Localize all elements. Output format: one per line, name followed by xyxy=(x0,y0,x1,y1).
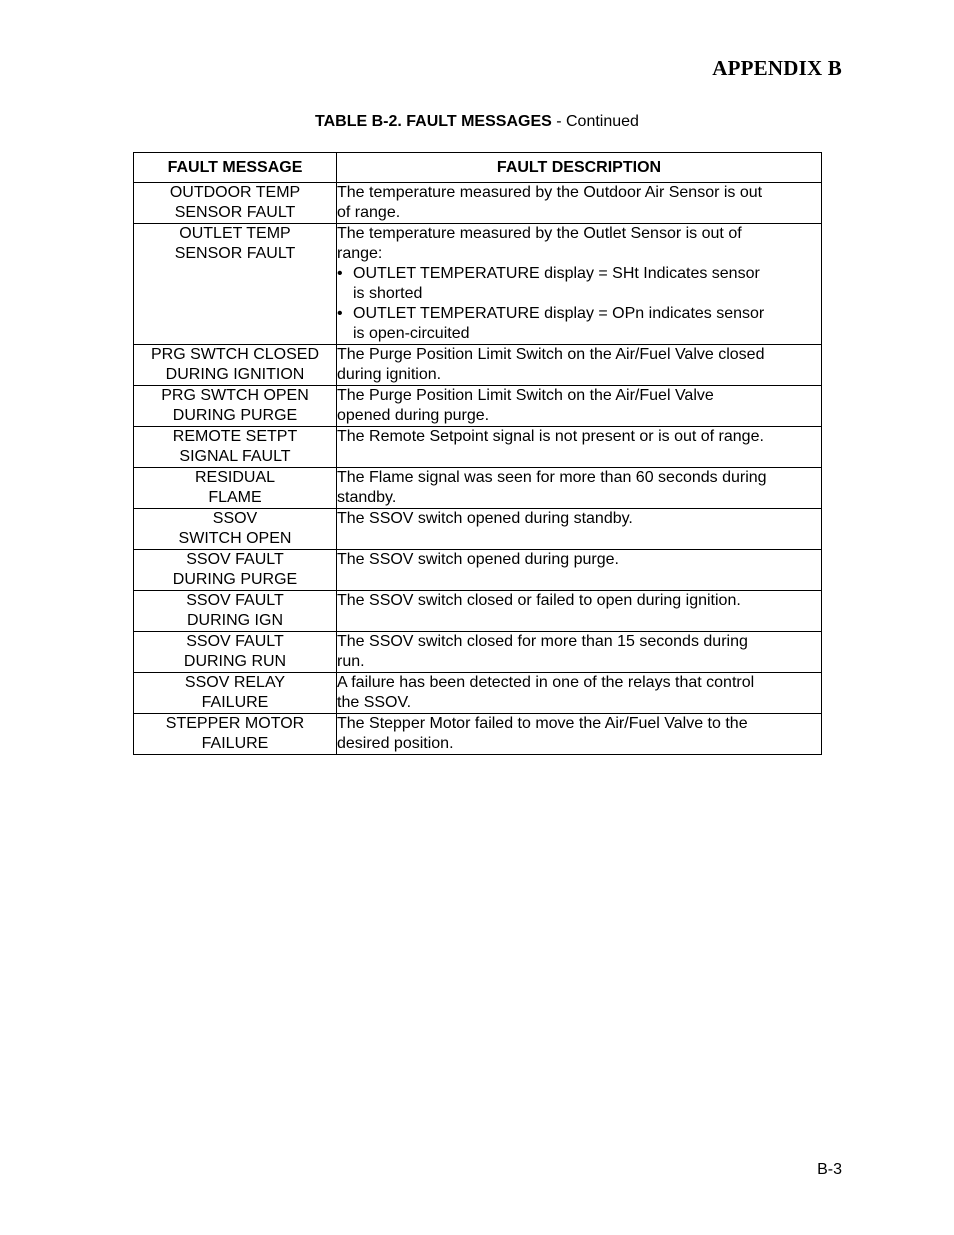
table-row xyxy=(134,468,822,509)
table-caption-title: TABLE B-2. FAULT MESSAGES xyxy=(315,113,552,130)
fault-message-line: SIGNAL FAULT xyxy=(179,448,291,465)
fault-message-line: FAILURE xyxy=(201,735,269,752)
fault-message-line: SSOV xyxy=(212,510,258,527)
fault-description-line: The SSOV switch opened during standby. xyxy=(337,510,633,527)
fault-description-cell xyxy=(337,673,822,714)
bullet-icon: • xyxy=(337,265,343,282)
table-row xyxy=(134,183,822,224)
fault-description-line: of range. xyxy=(337,204,401,221)
fault-message-cell xyxy=(134,386,337,427)
fault-message-cell xyxy=(134,224,337,345)
table-row xyxy=(134,714,822,755)
fault-description-line: The Purge Position Limit Switch on the Air/Fuel Valve closed xyxy=(337,346,765,363)
fault-message-line: STEPPER MOTOR xyxy=(165,715,305,732)
fault-message-cell xyxy=(134,591,337,632)
fault-description-line: run. xyxy=(337,653,365,670)
fault-description-cell xyxy=(337,224,822,345)
bullet-icon: • xyxy=(337,305,343,322)
fault-message-line: FLAME xyxy=(208,489,262,506)
fault-message-cell xyxy=(134,427,337,468)
fault-description-line: range: xyxy=(337,245,383,262)
fault-description-line: desired position. xyxy=(337,735,454,752)
fault-message-line: SENSOR FAULT xyxy=(174,245,296,262)
fault-description-cell xyxy=(337,183,822,224)
fault-description-cell xyxy=(337,591,822,632)
fault-message-line: DURING IGN xyxy=(187,612,283,629)
table-row xyxy=(134,386,822,427)
fault-message-line: DURING RUN xyxy=(183,653,287,670)
fault-description-line: standby. xyxy=(337,489,397,506)
table-row xyxy=(134,224,822,345)
table-row xyxy=(134,591,822,632)
bullet-list xyxy=(337,264,821,344)
table-row xyxy=(134,509,822,550)
fault-message-cell xyxy=(134,345,337,386)
fault-message-line: PRG SWTCH OPEN xyxy=(161,387,309,404)
fault-description-line: The temperature measured by the Outdoor Air Sensor is out xyxy=(337,184,763,201)
fault-messages-table xyxy=(133,152,822,755)
fault-message-line: DURING PURGE xyxy=(172,571,298,588)
fault-message-line: DURING IGNITION xyxy=(165,366,305,383)
fault-description-line: The SSOV switch closed for more than 15 seconds during xyxy=(337,633,748,650)
fault-message-line: REMOTE SETPT xyxy=(172,428,298,445)
table-row xyxy=(134,673,822,714)
fault-description-line: during ignition. xyxy=(337,366,442,383)
fault-message-cell xyxy=(134,632,337,673)
fault-message-line: SENSOR FAULT xyxy=(174,204,296,221)
table-row xyxy=(134,427,822,468)
fault-message-line: FAILURE xyxy=(201,694,269,711)
table-body xyxy=(134,183,822,755)
table-row xyxy=(134,345,822,386)
fault-message-cell xyxy=(134,714,337,755)
page-number: B-3 xyxy=(817,1161,842,1178)
bullet-line: is open-circuited xyxy=(353,325,470,342)
fault-description-line: opened during purge. xyxy=(337,407,490,424)
fault-description-line: A failure has been detected in one of the relays that control xyxy=(337,674,755,691)
fault-message-line: DURING PURGE xyxy=(172,407,298,424)
fault-description-cell xyxy=(337,345,822,386)
column-header-fault-description: FAULT DESCRIPTION xyxy=(337,153,822,183)
fault-message-line: SWITCH OPEN xyxy=(178,530,292,547)
fault-description-line: The Flame signal was seen for more than 60 seconds during xyxy=(337,469,767,486)
table-row xyxy=(134,550,822,591)
fault-message-line: OUTDOOR TEMP xyxy=(169,184,301,201)
fault-description-line: The Remote Setpoint signal is not present or is out of range. xyxy=(337,428,764,445)
fault-description-line: the SSOV. xyxy=(337,694,412,711)
table-caption-continued: - Continued xyxy=(551,113,639,130)
fault-description-line: The SSOV switch opened during purge. xyxy=(337,551,619,568)
fault-description-cell xyxy=(337,550,822,591)
fault-description-line: The temperature measured by the Outlet Sensor is out of xyxy=(337,225,742,242)
fault-message-line: SSOV RELAY xyxy=(184,674,286,691)
fault-message-cell xyxy=(134,183,337,224)
fault-message-line: SSOV FAULT xyxy=(186,633,284,650)
bullet-line: OUTLET TEMPERATURE display = OPn indicates sensor xyxy=(353,305,765,322)
bullet-line: OUTLET TEMPERATURE display = SHt Indicates sensor xyxy=(353,265,760,282)
fault-description-cell xyxy=(337,632,822,673)
fault-description-cell xyxy=(337,714,822,755)
fault-message-cell xyxy=(134,468,337,509)
appendix-heading: APPENDIX B xyxy=(712,56,842,80)
fault-message-line: SSOV FAULT xyxy=(186,551,284,568)
fault-description-cell xyxy=(337,386,822,427)
column-header-fault-message: FAULT MESSAGE xyxy=(134,153,337,183)
fault-message-cell xyxy=(134,673,337,714)
fault-description-cell xyxy=(337,468,822,509)
table-row xyxy=(134,632,822,673)
bullet-item xyxy=(337,264,821,304)
bullet-item xyxy=(337,304,821,344)
table-caption xyxy=(0,113,954,131)
fault-message-cell xyxy=(134,509,337,550)
fault-description-cell xyxy=(337,509,822,550)
fault-message-line: SSOV FAULT xyxy=(186,592,284,609)
fault-message-line: RESIDUAL xyxy=(194,469,276,486)
bullet-line: is shorted xyxy=(353,285,423,302)
fault-description-line: The Stepper Motor failed to move the Air/Fuel Valve to the xyxy=(337,715,748,732)
fault-message-cell xyxy=(134,550,337,591)
fault-description-line: The Purge Position Limit Switch on the Air/Fuel Valve xyxy=(337,387,714,404)
fault-message-line: PRG SWTCH CLOSED xyxy=(150,346,319,363)
table-header-row xyxy=(134,153,822,183)
fault-description-cell xyxy=(337,427,822,468)
fault-description-line: The SSOV switch closed or failed to open during ignition. xyxy=(337,592,741,609)
fault-message-line: OUTLET TEMP xyxy=(179,225,291,242)
